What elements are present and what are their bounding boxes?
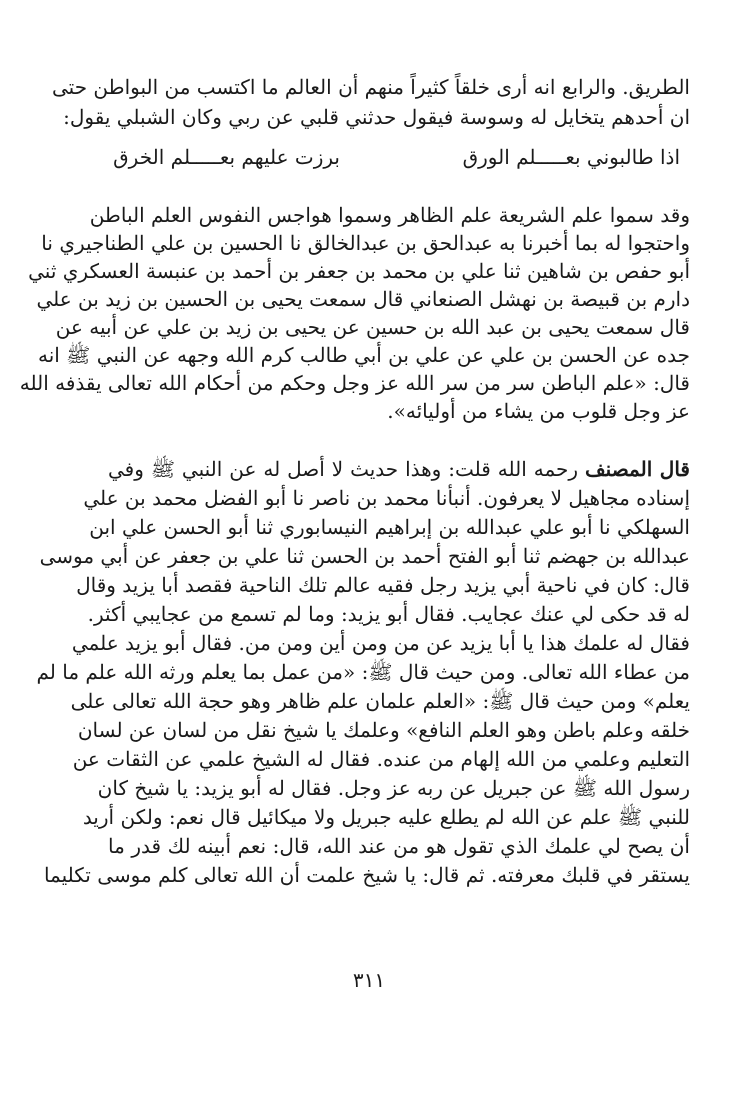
text-line: الطريق. والرابع انه أرى خلقاً كثيراً منهم أن العالم ما اكتسب من البواطن حتى [52,75,690,99]
text-line: عز وجل قلوب من يشاء من أوليائه». [387,399,690,423]
text-line: قال: «علم الباطن سر من سر الله عز وجل وحكم من أحكام الله تعالى يقذفه الله [19,371,690,395]
verse-hemistich-first: اذا طالبوني بعـــــلم الورق [462,145,680,169]
text-line: عبدالله بن جهضم ثنا أبو الفتح أحمد بن الحسن ثنا علي بن جعفر عن أبي موسى [39,544,690,568]
text-line: أبو حفص بن شاهين ثنا علي بن محمد بن جعفر بن أحمد بن عنبسة العسكري ثني [28,259,690,283]
text-line: فقال له علمك هذا يا أبا يزيد عن من ومن أين ومن من. فقال أبو يزيد علمي [71,631,690,655]
text-line: دارم بن قبيصة بن نهشل الصنعاني قال سمعت يحيى بن الحسين بن زيد بن علي [36,287,690,311]
text-line: التعليم وعلمي من الله إلهام من عنده. فقال له الشيخ علمي عن الثقات عن [72,747,690,771]
author-label: قال المصنف [584,457,690,481]
text-line: وقد سموا علم الشريعة علم الظاهر وسموا هواجس النفوس العلم الباطن [89,203,690,227]
text-line: له قد حكى لي عنك عجايب. فقال أبو يزيد: وما لم تسمع من عجايبي أكثر. [87,602,690,626]
text-line: يعلم» ومن حيث قال ﷺ: «العلم علمان علم ظاهر وهو حجة الله تعالى على [70,689,690,713]
poetry-verse [113,142,680,174]
text-line: إسناده مجاهيل لا يعرفون. أنبأنا محمد بن ناصر نا أبو الفضل محمد بن علي [83,486,690,510]
text-line: للنبي ﷺ علم عن الله لم يطلع عليه جبريل ولا ميكائيل قال نعم: ولكن أريد [82,805,690,829]
text-line: أن يصح لي علمك الذي تقول هو من عند الله، قال: نعم أبينه لك قدر ما [108,834,690,858]
text-line: قال: كان في ناحية أبي يزيد رجل فقيه عالم تلك الناحية فقصد أبا يزيد وقال [76,573,690,597]
text-line: قال سمعت يحيى بن عبد الله بن حسين عن يحيى بن زيد بن علي عن أبيه عن [55,315,690,339]
text-line: خلقه وعلم باطن وهو العلم النافع» وعلمك يا شيخ نقل من لسان عن لسان [77,718,690,742]
text-line: يستقر في قلبك معرفته. ثم قال: يا شيخ علمت أن الله تعالى كلم موسى تكليما [43,863,690,887]
text-line: السهلكي نا أبو علي عبدالله بن إبراهيم النيسابوري ثنا أبو الحسن علي ابن [89,515,690,539]
text-line: واحتجوا له بما أخبرنا به عبدالحق بن عبدالخالق نا الحسين بن علي الطناجيري نا [41,231,690,255]
text-line: ان أحدهم يتخايل له وسوسة فيقول حدثني قلبي عن ربي وكان الشبلي يقول: [63,105,690,129]
verse-hemistich-second: برزت عليهم بعـــــلم الخرق [113,145,340,169]
text-line [108,454,690,484]
text-line: من عطاء الله تعالى. ومن حيث قال ﷺ: «من عمل بما يعلم ورثه الله علم ما لم [36,660,690,684]
text-span: رحمه الله قلت: وهذا حديث لا أصل له عن النبي ﷺ وفي [108,457,585,481]
text-line: رسول الله ﷺ عن جبريل عن ربه عز وجل. فقال له أبو يزيد: يا شيخ كان [97,776,690,800]
text-line: جده عن الحسن بن علي عن علي بن أبي طالب كرم الله وجهه عن النبي ﷺ انه [37,343,690,367]
page-number: ٣١١ [352,968,386,992]
